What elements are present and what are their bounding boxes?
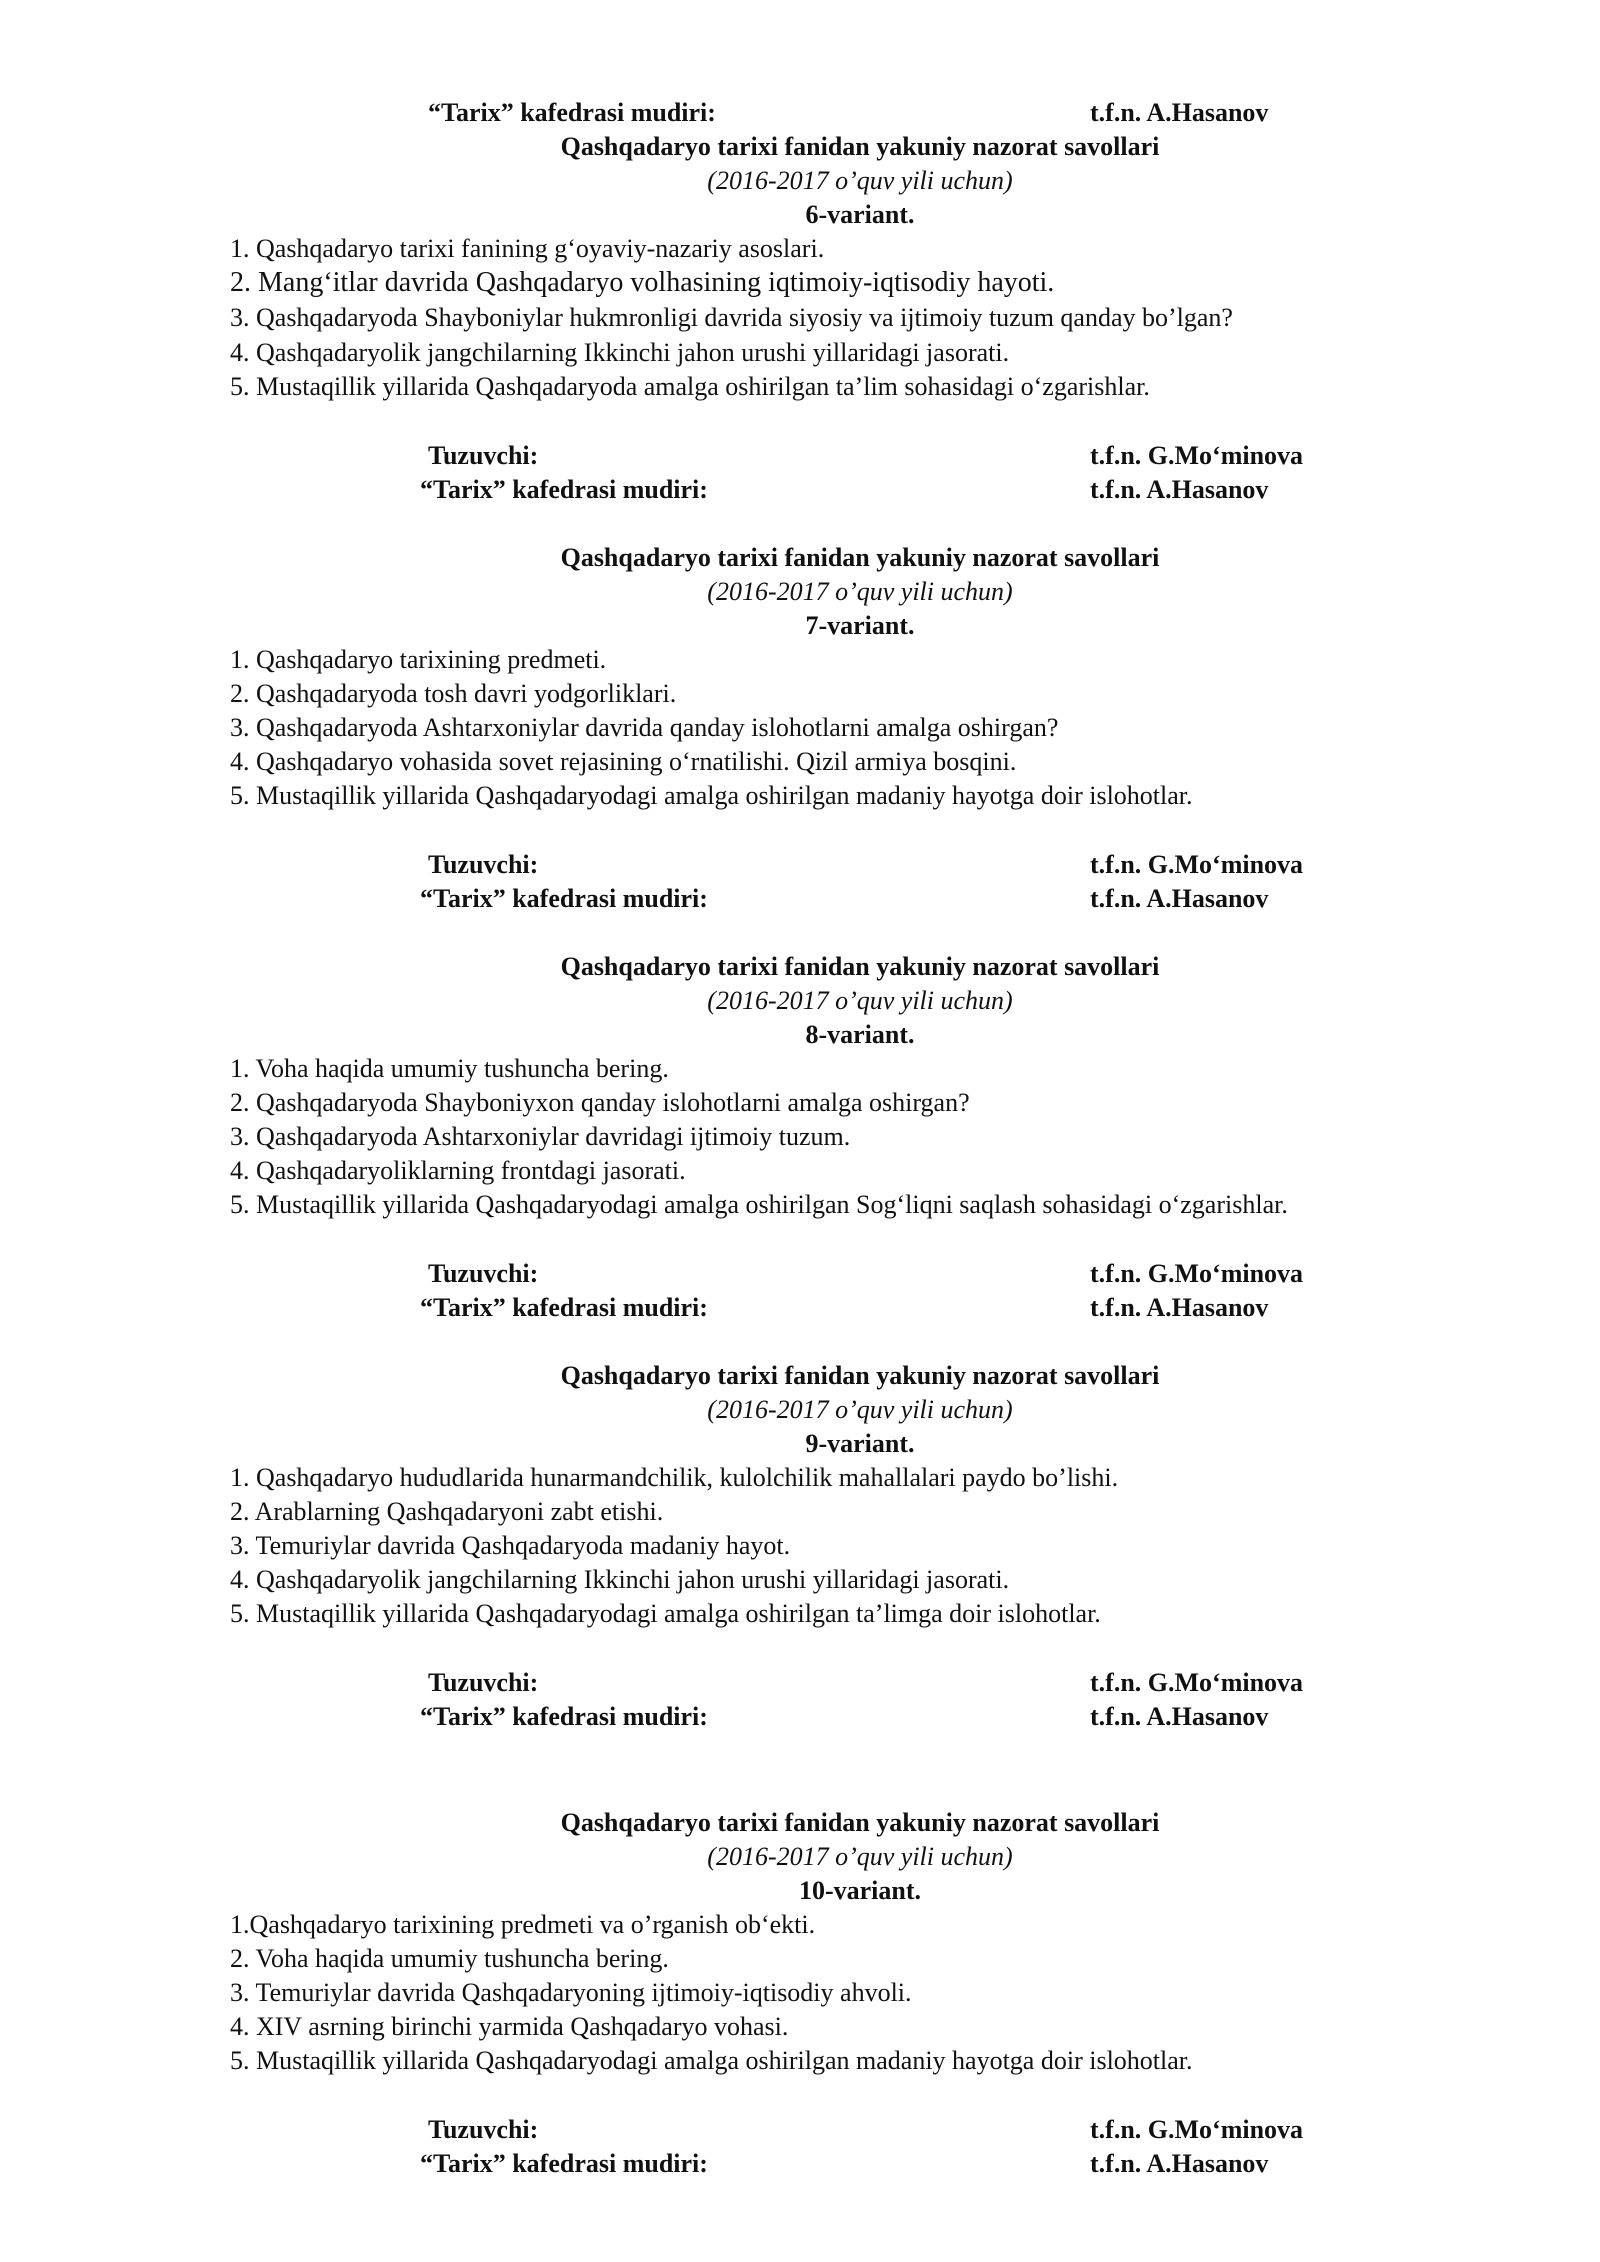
variant-7-question-1: 1. Qashqadaryo tarixining predmeti. <box>230 645 607 674</box>
variant-8-head-label: “Tarix” kafedrasi mudiri: <box>420 1293 708 1322</box>
variant-10-compiler-label: Tuzuvchi: <box>428 2115 539 2144</box>
variant-6-question-2: 2. Mang‘itlar davrida Qashqadaryo volhasining iqtimoiy-iqtisodiy hayoti. <box>230 267 1055 298</box>
variant-6-question-4: 4. Qashqadaryolik jangchilarning Ikkinchi jahon urushi yillaridagi jasorati. <box>230 338 1010 367</box>
variant-6-question-5: 5. Mustaqillik yillarida Qashqadaryoda amalga oshirilgan ta’lim sohasidagi o‘zgarishlar. <box>230 372 1150 401</box>
variant-10-head-name: t.f.n. A.Hasanov <box>1090 2149 1269 2178</box>
variant-8-compiler-label: Tuzuvchi: <box>428 1259 539 1288</box>
variant-10-question-3: 3. Temuriylar davrida Qashqadaryoning ijtimoiy-iqtisodiy ahvoli. <box>230 1978 912 2007</box>
variant-6-head-name: t.f.n. A.Hasanov <box>1090 475 1269 504</box>
variant-7-question-4: 4. Qashqadaryo vohasida sovet rejasining o‘rnatilishi. Qizil armiya bosqini. <box>230 747 1017 776</box>
variant-8-year: (2016-2017 o’quv yili uchun) <box>707 986 1013 1015</box>
variant-8-question-5: 5. Mustaqillik yillarida Qashqadaryodagi amalga oshirilgan Sog‘liqni saqlash sohasidagi o‘zgarishlar. <box>230 1190 1288 1219</box>
variant-7-question-5: 5. Mustaqillik yillarida Qashqadaryodagi amalga oshirilgan madaniy hayotga doir islohotlar. <box>230 781 1193 810</box>
variant-8-title: Qashqadaryo tarixi fanidan yakuniy nazorat savollari <box>560 952 1160 981</box>
variant-7-question-2: 2. Qashqadaryoda tosh davri yodgorliklari. <box>230 679 677 708</box>
variant-6-compiler-name: t.f.n. G.Mo‘minova <box>1090 441 1304 470</box>
variant-6-compiler-label: Tuzuvchi: <box>428 441 539 470</box>
variant-10-question-5: 5. Mustaqillik yillarida Qashqadaryodagi amalga oshirilgan madaniy hayotga doir islohotlar. <box>230 2046 1193 2075</box>
variant-8-compiler-name: t.f.n. G.Mo‘minova <box>1090 1259 1304 1288</box>
variant-9-head-name: t.f.n. A.Hasanov <box>1090 1702 1269 1731</box>
variant-10-compiler-name: t.f.n. G.Mo‘minova <box>1090 2115 1304 2144</box>
top-head-name: t.f.n. A.Hasanov <box>1090 98 1269 127</box>
variant-6-year: (2016-2017 o’quv yili uchun) <box>707 166 1013 195</box>
variant-9-compiler-name: t.f.n. G.Mo‘minova <box>1090 1668 1304 1697</box>
variant-7-compiler-name: t.f.n. G.Mo‘minova <box>1090 850 1304 879</box>
variant-8-head-name: t.f.n. A.Hasanov <box>1090 1293 1269 1322</box>
variant-10-head-label: “Tarix” kafedrasi mudiri: <box>420 2149 708 2178</box>
variant-10-title: Qashqadaryo tarixi fanidan yakuniy nazorat savollari <box>560 1808 1160 1837</box>
variant-7-compiler-label: Tuzuvchi: <box>428 850 539 879</box>
variant-9-head-label: “Tarix” kafedrasi mudiri: <box>420 1702 708 1731</box>
variant-7-label: 7-variant. <box>805 611 915 640</box>
variant-6-question-3: 3. Qashqadaryoda Shayboniylar hukmronligi davrida siyosiy va ijtimoiy tuzum qanday bo’lgan? <box>230 303 1233 332</box>
variant-8-question-2: 2. Qashqadaryoda Shayboniyxon qanday islohotlarni amalga oshirgan? <box>230 1088 970 1117</box>
variant-6-head-label: “Tarix” kafedrasi mudiri: <box>420 475 708 504</box>
variant-9-title: Qashqadaryo tarixi fanidan yakuniy nazorat savollari <box>560 1361 1160 1390</box>
variant-10-label: 10-variant. <box>798 1876 922 1905</box>
variant-9-question-2: 2. Arablarning Qashqadaryoni zabt etishi. <box>230 1497 664 1526</box>
variant-10-question-4: 4. XIV asrning birinchi yarmida Qashqadaryo vohasi. <box>230 2012 789 2041</box>
variant-9-year: (2016-2017 o’quv yili uchun) <box>707 1395 1013 1424</box>
variant-7-year: (2016-2017 o’quv yili uchun) <box>707 577 1013 606</box>
variant-7-head-label: “Tarix” kafedrasi mudiri: <box>420 884 708 913</box>
variant-9-question-4: 4. Qashqadaryolik jangchilarning Ikkinchi jahon urushi yillaridagi jasorati. <box>230 1565 1010 1594</box>
variant-10-question-1: 1.Qashqadaryo tarixining predmeti va o’rganish ob‘ekti. <box>230 1910 816 1939</box>
variant-7-head-name: t.f.n. A.Hasanov <box>1090 884 1269 913</box>
variant-8-question-4: 4. Qashqadaryoliklarning frontdagi jasorati. <box>230 1156 686 1185</box>
variant-9-question-3: 3. Temuriylar davrida Qashqadaryoda madaniy hayot. <box>230 1531 791 1560</box>
variant-9-label: 9-variant. <box>805 1429 915 1458</box>
variant-7-title: Qashqadaryo tarixi fanidan yakuniy nazorat savollari <box>560 543 1160 572</box>
variant-6-question-1: 1. Qashqadaryo tarixi fanining g‘oyaviy-nazariy asoslari. <box>230 234 825 263</box>
variant-8-question-3: 3. Qashqadaryoda Ashtarxoniylar davridagi ijtimoiy tuzum. <box>230 1122 851 1151</box>
variant-9-compiler-label: Tuzuvchi: <box>428 1668 539 1697</box>
variant-9-question-1: 1. Qashqadaryo hududlarida hunarmandchilik, kulolchilik mahallalari paydo bo’lishi. <box>230 1463 1119 1492</box>
variant-9-question-5: 5. Mustaqillik yillarida Qashqadaryodagi amalga oshirilgan ta’limga doir islohotlar. <box>230 1599 1101 1628</box>
variant-10-question-2: 2. Voha haqida umumiy tushuncha bering. <box>230 1944 669 1973</box>
variant-6-title: Qashqadaryo tarixi fanidan yakuniy nazorat savollari <box>560 132 1160 161</box>
variant-8-label: 8-variant. <box>805 1020 915 1049</box>
top-head-label: “Tarix” kafedrasi mudiri: <box>428 98 716 127</box>
variant-8-question-1: 1. Voha haqida umumiy tushuncha bering. <box>230 1054 669 1083</box>
variant-6-label: 6-variant. <box>805 200 915 229</box>
variant-10-year: (2016-2017 o’quv yili uchun) <box>707 1842 1013 1871</box>
variant-7-question-3: 3. Qashqadaryoda Ashtarxoniylar davrida qanday islohotlarni amalga oshirgan? <box>230 713 1059 742</box>
